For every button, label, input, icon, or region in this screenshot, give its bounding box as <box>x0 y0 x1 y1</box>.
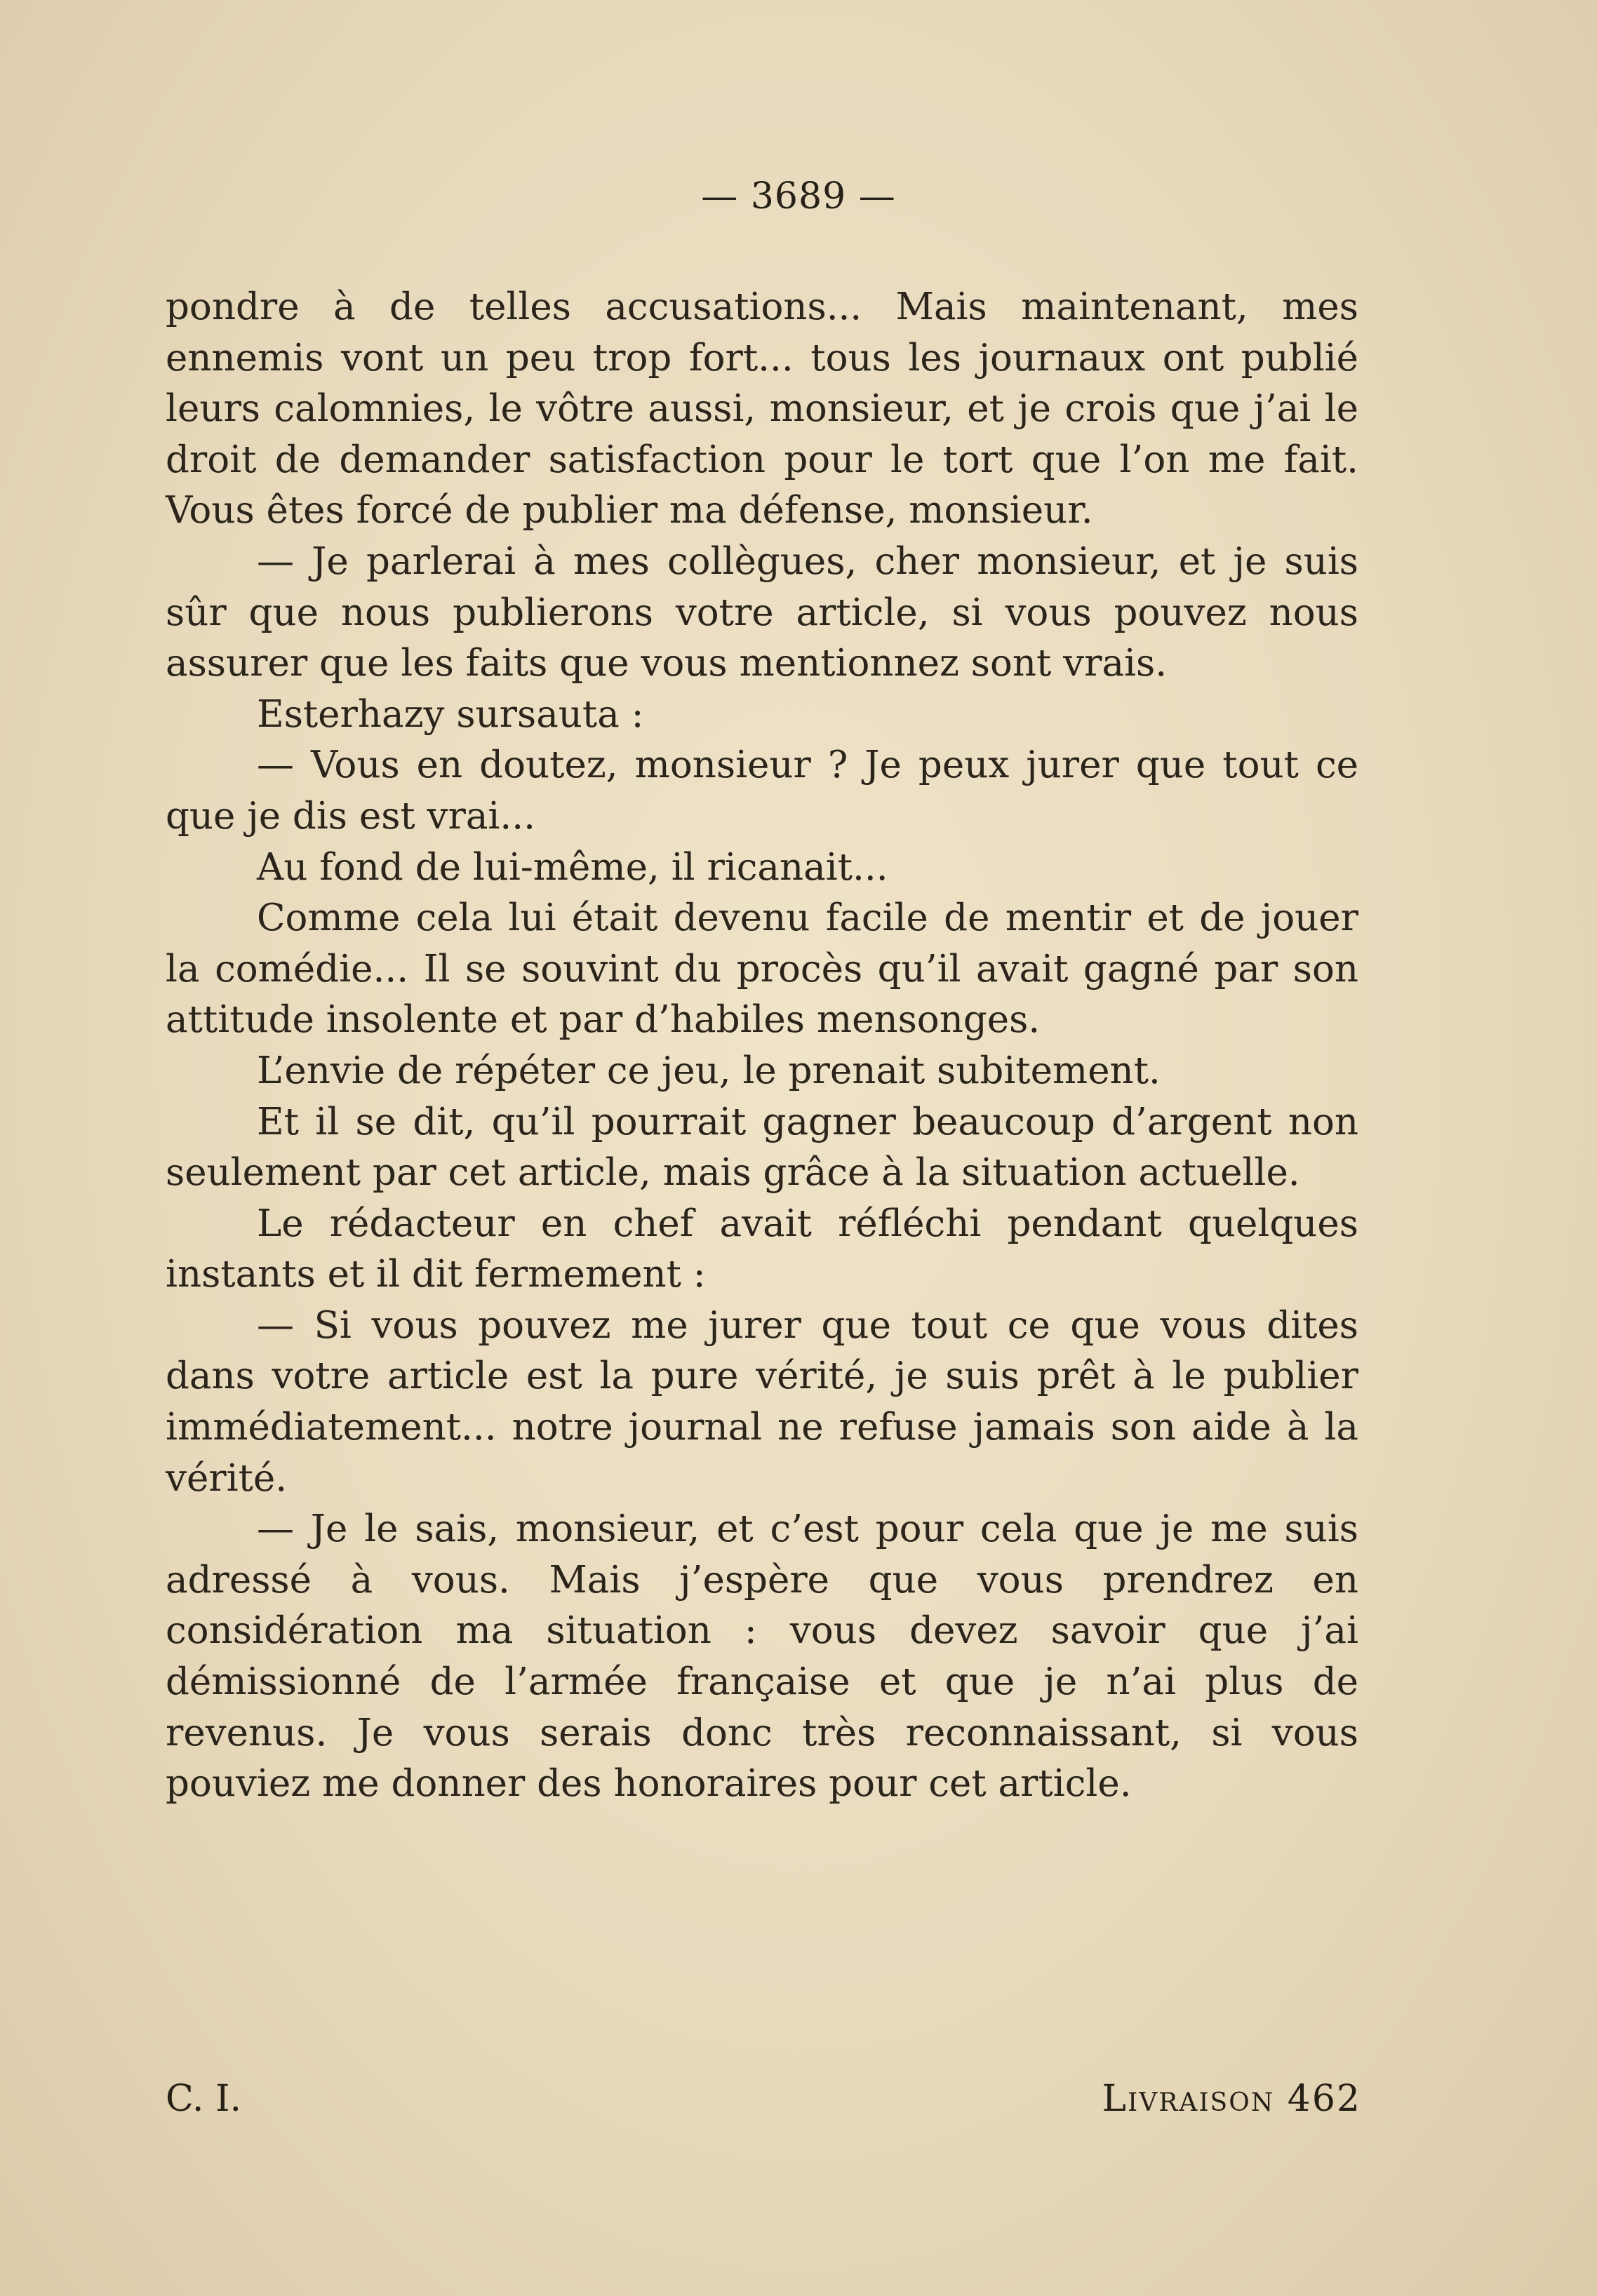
page-body <box>166 282 1358 1810</box>
paragraph: — Je le sais, monsieur, et c’est pour cela que je me suis adressé à vous. Mais j’espère que vous prendrez en considération ma situation : vous devez savoir que j’ai démissionné de l’armée française et que je n’ai plus de revenus. Je vous serais donc très reconnaissant, si vous pouviez me donner des honoraires pour cet article. <box>166 1508 1358 1806</box>
paragraph: Au fond de lui-même, il ricanait... <box>257 845 888 889</box>
page-number: — 3689 — <box>701 175 896 217</box>
paragraph: Esterhazy sursauta : <box>257 692 644 736</box>
footer-signature: C. I. <box>166 2078 242 2120</box>
paragraph: — Vous en doutez, monsieur ? Je peux jurer que tout ce que je dis est vrai... <box>166 744 1358 838</box>
paragraph: Comme cela lui était devenu facile de mentir et de jouer la comédie... Il se souvint du procès qu’il avait gagné par son attitude insolente et par d’habiles mensonges. <box>166 897 1358 1042</box>
paragraph: L’envie de répéter ce jeu, le prenait subitement. <box>257 1049 1161 1092</box>
paragraph: Et il se dit, qu’il pourrait gagner beaucoup d’argent non seulement par cet article, mais grâce à la situation actuelle. <box>166 1100 1358 1195</box>
paragraph: — Si vous pouvez me jurer que tout ce que vous dites dans votre article est la pure vérité, je suis prêt à le publier immédiatement... notre journal ne refuse jamais son aide à la vérité. <box>166 1303 1358 1500</box>
paragraph: — Je parlerai à mes collègues, cher monsieur, et je suis sûr que nous publierons votre article, si vous pouvez nous assurer que les faits que vous mentionnez sont vrais. <box>166 539 1358 685</box>
paragraph: pondre à de telles accusations... Mais maintenant, mes ennemis vont un peu trop fort... tous les journaux ont publié leurs calomnies, le vôtre aussi, monsieur, et je crois que j’ai le droit de demander satisfaction pour le tort que l’on me fait. Vous êtes forcé de publier ma défense, monsieur. <box>166 286 1358 532</box>
paragraph: Le rédacteur en chef avait réfléchi pendant quelques instants et il dit fermement : <box>166 1202 1358 1296</box>
footer-livraison: Livraison 462 <box>1102 2078 1361 2120</box>
